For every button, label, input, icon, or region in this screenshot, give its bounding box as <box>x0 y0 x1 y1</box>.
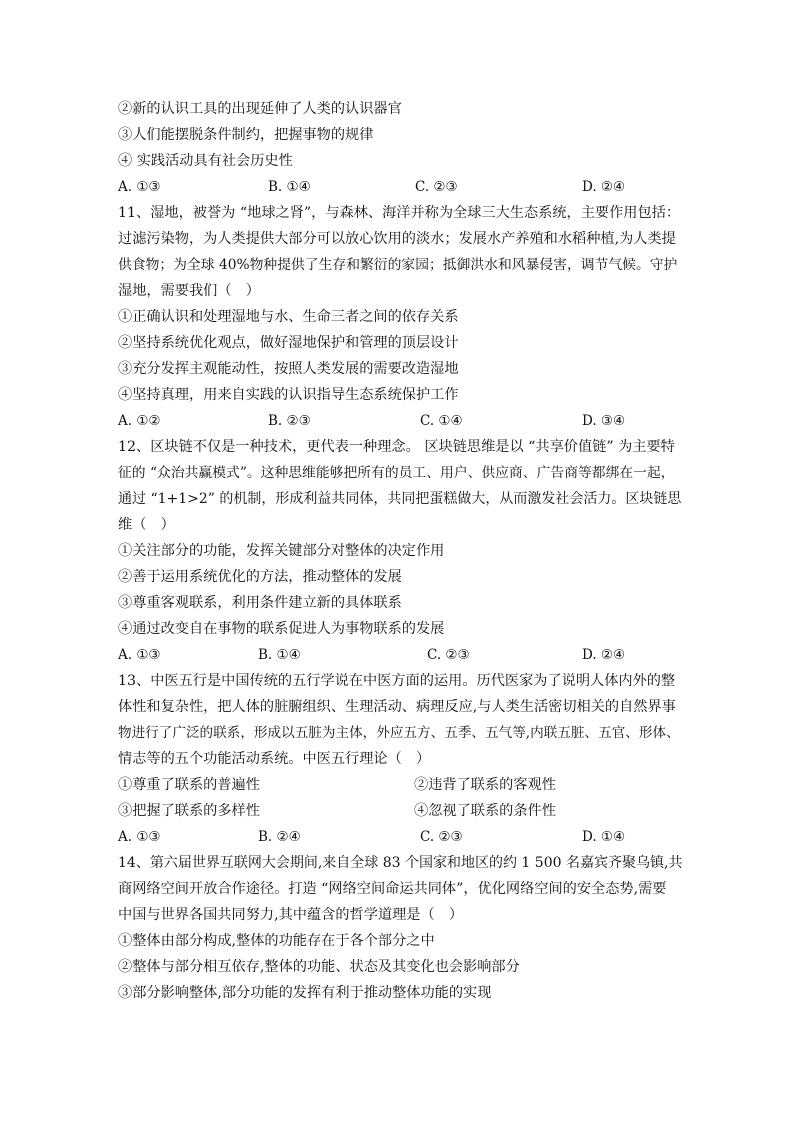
q12-stem-line: 征的 “众治共赢模式”。这种思维能够把所有的员工、用户、供应商、广告商等都绑在一起， <box>118 465 675 481</box>
q13-choice-3: ③把握了联系的多样性 <box>118 803 260 819</box>
q14-choice-1: ①整体由部分构成,整体的功能存在于各个部分之中 <box>118 933 435 949</box>
q13-stem-line: 物进行了广泛的联系，形成以五脏为主体，外应五方、五季、五气等,内联五脏、五官、形体、 <box>118 725 680 741</box>
q12-option-d: D. ②④ <box>582 647 626 663</box>
q12-stem-line: 通过 “1+1>2” 的机制，形成利益共同体，共同把蛋糕做大，从而激发社会活力。区块链思 <box>118 491 682 507</box>
intro-line-4: ④ 实践活动具有社会历史性 <box>118 153 293 169</box>
q12-option-c: C. ②③ <box>427 647 470 663</box>
q11-stem-line: 湿地，需要我们（ ） <box>118 283 260 299</box>
q13-choice-4: ④忽视了联系的条件性 <box>414 803 556 819</box>
q12-option-b: B. ①④ <box>258 647 301 663</box>
q11-option-b: B. ②③ <box>268 413 311 429</box>
intro-option-d: D. ②④ <box>582 179 626 195</box>
q13-option-c: C. ②③ <box>420 829 463 845</box>
q13-choice-2: ②违背了联系的客观性 <box>414 777 556 793</box>
q14-stem-line: 14、第六届世界互联网大会期间,来自全球 83 个国家和地区的约 1 500 名嘉宾齐聚乌镇,共 <box>118 855 683 871</box>
q12-choice-1: ①关注部分的功能，发挥关键部分对整体的决定作用 <box>118 543 445 559</box>
intro-option-c: C. ②③ <box>415 179 458 195</box>
q13-choice-1: ①尊重了联系的普遍性 <box>118 777 260 793</box>
intro-line-2: ②新的认识工具的出现延伸了人类的认识器官 <box>118 101 402 117</box>
q12-stem-line: 12、区块链不仅是一种技术，更代表一种理念。 区块链思维是以 “共享价值链” 为主要特 <box>118 439 675 455</box>
q13-option-a: A. ①③ <box>118 829 161 845</box>
q12-choice-3: ③尊重客观联系，利用条件建立新的具体联系 <box>118 595 402 611</box>
q11-choice-4: ④坚持真理，用来自实践的认识指导生态系统保护工作 <box>118 387 459 403</box>
q11-choice-1: ①正确认识和处理湿地与水、生命三者之间的依存关系 <box>118 309 459 325</box>
q13-stem-line: 13、中医五行是中国传统的五行学说在中医方面的运用。历代医家为了说明人体内外的整 <box>118 673 676 689</box>
intro-option-b: B. ①④ <box>268 179 311 195</box>
q11-option-c: C. ①④ <box>420 413 463 429</box>
q12-stem-line: 维（ ） <box>118 517 175 533</box>
q11-stem-line: 11、湿地，被誉为 “地球之肾”，与森林、海洋并称为全球三大生态系统，主要作用包括： <box>118 205 681 221</box>
q12-choice-2: ②善于运用系统优化的方法，推动整体的发展 <box>118 569 402 585</box>
q13-stem-line: 体性和复杂性，把人体的脏腑组织、生理活动、病理反应,与人类生活密切相关的自然界事 <box>118 699 676 715</box>
intro-line-3: ③人们能摆脱条件制约，把握事物的规律 <box>118 127 374 143</box>
q11-stem-line: 过滤污染物，为人类提供大部分可以放心饮用的淡水；发展水产养殖和水稻种植,为人类提 <box>118 231 676 247</box>
q14-choice-3: ③部分影响整体,部分功能的发挥有利于推动整体功能的实现 <box>118 985 492 1001</box>
q11-choice-3: ③充分发挥主观能动性，按照人类发展的需要改造湿地 <box>118 361 459 377</box>
q12-choice-4: ④通过改变自在事物的联系促进人为事物联系的发展 <box>118 621 445 637</box>
q13-option-d: D. ①④ <box>582 829 626 845</box>
q11-option-d: D. ③④ <box>582 413 626 429</box>
intro-option-a: A. ①③ <box>118 179 161 195</box>
q13-stem-line: 情志等的五个功能活动系统。中医五行理论（ ） <box>118 751 431 767</box>
q14-choice-2: ②整体与部分相互依存,整体的功能、状态及其变化也会影响部分 <box>118 959 520 975</box>
q14-stem-line: 商网络空间开放合作途径。打造 “网络空间命运共同体”，优化网络空间的安全态势,需要 <box>118 881 667 897</box>
q12-option-a: A. ①③ <box>118 647 161 663</box>
q11-option-a: A. ①② <box>118 413 161 429</box>
q13-option-b: B. ②④ <box>258 829 301 845</box>
q14-stem-line: 中国与世界各国共同努力,其中蕴含的哲学道理是（ ） <box>118 907 464 923</box>
q11-choice-2: ②坚持系统优化观点，做好湿地保护和管理的顶层设计 <box>118 335 459 351</box>
q11-stem-line: 供食物；为全球 40%物种提供了生存和繁衍的家园；抵御洪水和风暴侵害，调节气候。守护 <box>118 257 678 273</box>
